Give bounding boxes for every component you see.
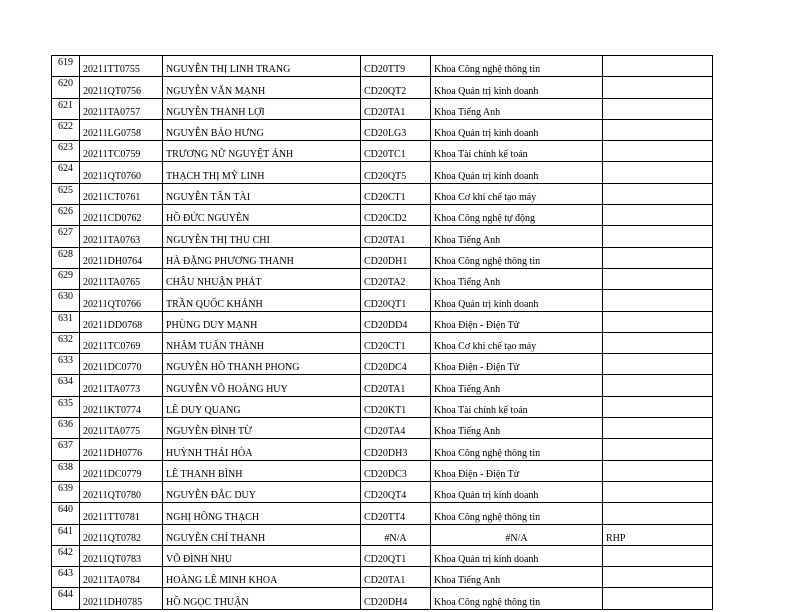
student-name-cell: NGUYỄN CHÍ THANH <box>163 524 361 545</box>
note-cell <box>603 98 713 119</box>
table-row <box>52 524 713 545</box>
student-id-cell: 20211DD0768 <box>80 311 163 332</box>
note-cell <box>603 396 713 417</box>
class-code-cell: CD20CD2 <box>361 205 431 226</box>
student-id-cell: 20211TA0763 <box>80 226 163 247</box>
row-number-cell: 644 <box>52 588 80 609</box>
note-cell: RHP <box>603 524 713 545</box>
row-number-cell: 639 <box>52 481 80 502</box>
faculty-cell: Khoa Quản trị kinh doanh <box>431 119 603 140</box>
faculty-cell: Khoa Quản trị kinh doanh <box>431 290 603 311</box>
student-id-cell: 20211TA0784 <box>80 567 163 588</box>
student-id-cell: 20211DH0776 <box>80 439 163 460</box>
note-cell <box>603 418 713 439</box>
faculty-cell: Khoa Công nghệ thông tin <box>431 439 603 460</box>
class-code-cell: CD20KT1 <box>361 396 431 417</box>
note-cell <box>603 588 713 609</box>
student-id-cell: 20211CT0761 <box>80 183 163 204</box>
faculty-cell: Khoa Quản trị kinh doanh <box>431 545 603 566</box>
student-name-cell: NGUYỄN ĐẮC DUY <box>163 481 361 502</box>
faculty-cell: Khoa Tài chính kế toán <box>431 396 603 417</box>
faculty-cell: Khoa Điện - Điện Tử <box>431 460 603 481</box>
note-cell <box>603 183 713 204</box>
row-number-cell: 637 <box>52 439 80 460</box>
note-cell <box>603 77 713 98</box>
faculty-cell: Khoa Công nghệ tự động <box>431 205 603 226</box>
class-code-cell: CD20QT1 <box>361 290 431 311</box>
row-number-cell: 640 <box>52 503 80 524</box>
table-row <box>52 460 713 481</box>
faculty-cell: Khoa Tiếng Anh <box>431 567 603 588</box>
class-code-cell: CD20CT1 <box>361 183 431 204</box>
student-id-cell: 20211DC0770 <box>80 354 163 375</box>
student-name-cell: HỒ ĐỨC NGUYÊN <box>163 205 361 226</box>
table-row <box>52 375 713 396</box>
student-id-cell: 20211QT0766 <box>80 290 163 311</box>
faculty-cell: Khoa Công nghệ thông tin <box>431 503 603 524</box>
student-name-cell: LÊ DUY QUANG <box>163 396 361 417</box>
class-code-cell: CD20LG3 <box>361 119 431 140</box>
student-name-cell: HUỲNH THÁI HÒA <box>163 439 361 460</box>
faculty-cell: Khoa Điện - Điện Tử <box>431 311 603 332</box>
faculty-cell: Khoa Cơ khí chế tạo máy <box>431 332 603 353</box>
student-id-cell: 20211QT0756 <box>80 77 163 98</box>
row-number-cell: 638 <box>52 460 80 481</box>
row-number-cell: 628 <box>52 247 80 268</box>
student-name-cell: LÊ THANH BÌNH <box>163 460 361 481</box>
student-id-cell: 20211DC0779 <box>80 460 163 481</box>
row-number-cell: 624 <box>52 162 80 183</box>
student-name-cell: THẠCH THỊ MỸ LINH <box>163 162 361 183</box>
table-row <box>52 268 713 289</box>
note-cell <box>603 503 713 524</box>
student-name-cell: NGUYỄN BẢO HƯNG <box>163 119 361 140</box>
class-code-cell: CD20TC1 <box>361 141 431 162</box>
class-code-cell: CD20DH1 <box>361 247 431 268</box>
note-cell <box>603 162 713 183</box>
faculty-cell: Khoa Tiếng Anh <box>431 226 603 247</box>
note-cell <box>603 545 713 566</box>
student-id-cell: 20211QT0783 <box>80 545 163 566</box>
class-code-cell: CD20QT5 <box>361 162 431 183</box>
student-id-cell: 20211TA0757 <box>80 98 163 119</box>
table-row <box>52 545 713 566</box>
row-number-cell: 620 <box>52 77 80 98</box>
note-cell <box>603 141 713 162</box>
table-row <box>52 226 713 247</box>
student-name-cell: NGUYỄN VÕ HOÀNG HUY <box>163 375 361 396</box>
faculty-cell: Khoa Tài chính kế toán <box>431 141 603 162</box>
faculty-cell: #N/A <box>431 524 603 545</box>
class-code-cell: CD20TA1 <box>361 567 431 588</box>
class-code-cell: CD20TA2 <box>361 268 431 289</box>
row-number-cell: 643 <box>52 567 80 588</box>
table-row <box>52 503 713 524</box>
row-number-cell: 629 <box>52 268 80 289</box>
note-cell <box>603 567 713 588</box>
faculty-cell: Khoa Công nghệ thông tin <box>431 56 603 77</box>
faculty-cell: Khoa Công nghệ thông tin <box>431 247 603 268</box>
student-name-cell: HÀ ĐẶNG PHƯƠNG THANH <box>163 247 361 268</box>
class-code-cell: CD20QT4 <box>361 481 431 502</box>
row-number-cell: 631 <box>52 311 80 332</box>
note-cell <box>603 332 713 353</box>
faculty-cell: Khoa Cơ khí chế tạo máy <box>431 183 603 204</box>
class-code-cell: #N/A <box>361 524 431 545</box>
student-name-cell: NGUYỄN TẤN TÀI <box>163 183 361 204</box>
row-number-cell: 636 <box>52 418 80 439</box>
row-number-cell: 623 <box>52 141 80 162</box>
table-row <box>52 332 713 353</box>
class-code-cell: CD20DC3 <box>361 460 431 481</box>
student-id-cell: 20211TC0759 <box>80 141 163 162</box>
student-name-cell: NGUYỄN THANH LỢI <box>163 98 361 119</box>
note-cell <box>603 268 713 289</box>
row-number-cell: 619 <box>52 56 80 77</box>
student-id-cell: 20211QT0780 <box>80 481 163 502</box>
table-row <box>52 290 713 311</box>
table-row <box>52 119 713 140</box>
note-cell <box>603 460 713 481</box>
row-number-cell: 630 <box>52 290 80 311</box>
class-code-cell: CD20CT1 <box>361 332 431 353</box>
class-code-cell: CD20TA1 <box>361 226 431 247</box>
student-id-cell: 20211TC0769 <box>80 332 163 353</box>
faculty-cell: Khoa Tiếng Anh <box>431 375 603 396</box>
class-code-cell: CD20TA4 <box>361 418 431 439</box>
table-row <box>52 141 713 162</box>
student-name-cell: VÕ ĐÌNH NHU <box>163 545 361 566</box>
row-number-cell: 633 <box>52 354 80 375</box>
class-code-cell: CD20DD4 <box>361 311 431 332</box>
table-row <box>52 354 713 375</box>
table-row <box>52 311 713 332</box>
faculty-cell: Khoa Tiếng Anh <box>431 98 603 119</box>
table-row <box>52 247 713 268</box>
student-id-cell: 20211DH0785 <box>80 588 163 609</box>
student-name-cell: TRẦN QUỐC KHÁNH <box>163 290 361 311</box>
note-cell <box>603 205 713 226</box>
table-row <box>52 183 713 204</box>
student-name-cell: TRƯƠNG NỮ NGUYỆT ÁNH <box>163 141 361 162</box>
student-id-cell: 20211TA0773 <box>80 375 163 396</box>
table-row <box>52 588 713 609</box>
faculty-cell: Khoa Điện - Điện Tử <box>431 354 603 375</box>
row-number-cell: 634 <box>52 375 80 396</box>
class-code-cell: CD20TA1 <box>361 98 431 119</box>
note-cell <box>603 226 713 247</box>
class-code-cell: CD20TT4 <box>361 503 431 524</box>
class-code-cell: CD20QT1 <box>361 545 431 566</box>
table-row <box>52 77 713 98</box>
student-id-cell: 20211CD0762 <box>80 205 163 226</box>
row-number-cell: 635 <box>52 396 80 417</box>
student-id-cell: 20211TT0781 <box>80 503 163 524</box>
row-number-cell: 627 <box>52 226 80 247</box>
note-cell <box>603 375 713 396</box>
student-id-cell: 20211DH0764 <box>80 247 163 268</box>
row-number-cell: 622 <box>52 119 80 140</box>
table-row <box>52 439 713 460</box>
table-row <box>52 481 713 502</box>
student-name-cell: HỒ NGỌC THUẬN <box>163 588 361 609</box>
table-row <box>52 98 713 119</box>
class-code-cell: CD20DH4 <box>361 588 431 609</box>
note-cell <box>603 247 713 268</box>
student-id-cell: 20211TT0755 <box>80 56 163 77</box>
student-name-cell: NHÂM TUẤN THÀNH <box>163 332 361 353</box>
class-code-cell: CD20QT2 <box>361 77 431 98</box>
student-id-cell: 20211QT0782 <box>80 524 163 545</box>
table-row <box>52 162 713 183</box>
row-number-cell: 642 <box>52 545 80 566</box>
student-name-cell: NGUYỄN HỒ THANH PHONG <box>163 354 361 375</box>
note-cell <box>603 311 713 332</box>
student-table <box>51 55 713 610</box>
table-row <box>52 396 713 417</box>
row-number-cell: 641 <box>52 524 80 545</box>
student-name-cell: CHÂU NHUẬN PHÁT <box>163 268 361 289</box>
student-name-cell: NGUYỄN VĂN MẠNH <box>163 77 361 98</box>
class-code-cell: CD20DH3 <box>361 439 431 460</box>
student-id-cell: 20211KT0774 <box>80 396 163 417</box>
table-row <box>52 567 713 588</box>
student-name-cell: NGUYỄN ĐÌNH TỪ <box>163 418 361 439</box>
student-id-cell: 20211TA0775 <box>80 418 163 439</box>
note-cell <box>603 290 713 311</box>
note-cell <box>603 56 713 77</box>
faculty-cell: Khoa Quản trị kinh doanh <box>431 481 603 502</box>
student-name-cell: PHÙNG DUY MẠNH <box>163 311 361 332</box>
faculty-cell: Khoa Quản trị kinh doanh <box>431 77 603 98</box>
student-name-cell: NGUYỄN THỊ THU CHI <box>163 226 361 247</box>
note-cell <box>603 481 713 502</box>
table-row <box>52 418 713 439</box>
student-id-cell: 20211TA0765 <box>80 268 163 289</box>
faculty-cell: Khoa Tiếng Anh <box>431 268 603 289</box>
note-cell <box>603 119 713 140</box>
student-id-cell: 20211LG0758 <box>80 119 163 140</box>
faculty-cell: Khoa Công nghệ thông tin <box>431 588 603 609</box>
student-name-cell: HOÀNG LÊ MINH KHOA <box>163 567 361 588</box>
class-code-cell: CD20TA1 <box>361 375 431 396</box>
table-row <box>52 56 713 77</box>
table-row <box>52 205 713 226</box>
row-number-cell: 625 <box>52 183 80 204</box>
student-name-cell: NGUYỄN THỊ LINH TRANG <box>163 56 361 77</box>
class-code-cell: CD20TT9 <box>361 56 431 77</box>
note-cell <box>603 439 713 460</box>
faculty-cell: Khoa Tiếng Anh <box>431 418 603 439</box>
student-table-body <box>52 56 713 610</box>
class-code-cell: CD20DC4 <box>361 354 431 375</box>
note-cell <box>603 354 713 375</box>
row-number-cell: 621 <box>52 98 80 119</box>
row-number-cell: 626 <box>52 205 80 226</box>
student-name-cell: NGHỊ HỒNG THẠCH <box>163 503 361 524</box>
student-id-cell: 20211QT0760 <box>80 162 163 183</box>
row-number-cell: 632 <box>52 332 80 353</box>
faculty-cell: Khoa Quản trị kinh doanh <box>431 162 603 183</box>
